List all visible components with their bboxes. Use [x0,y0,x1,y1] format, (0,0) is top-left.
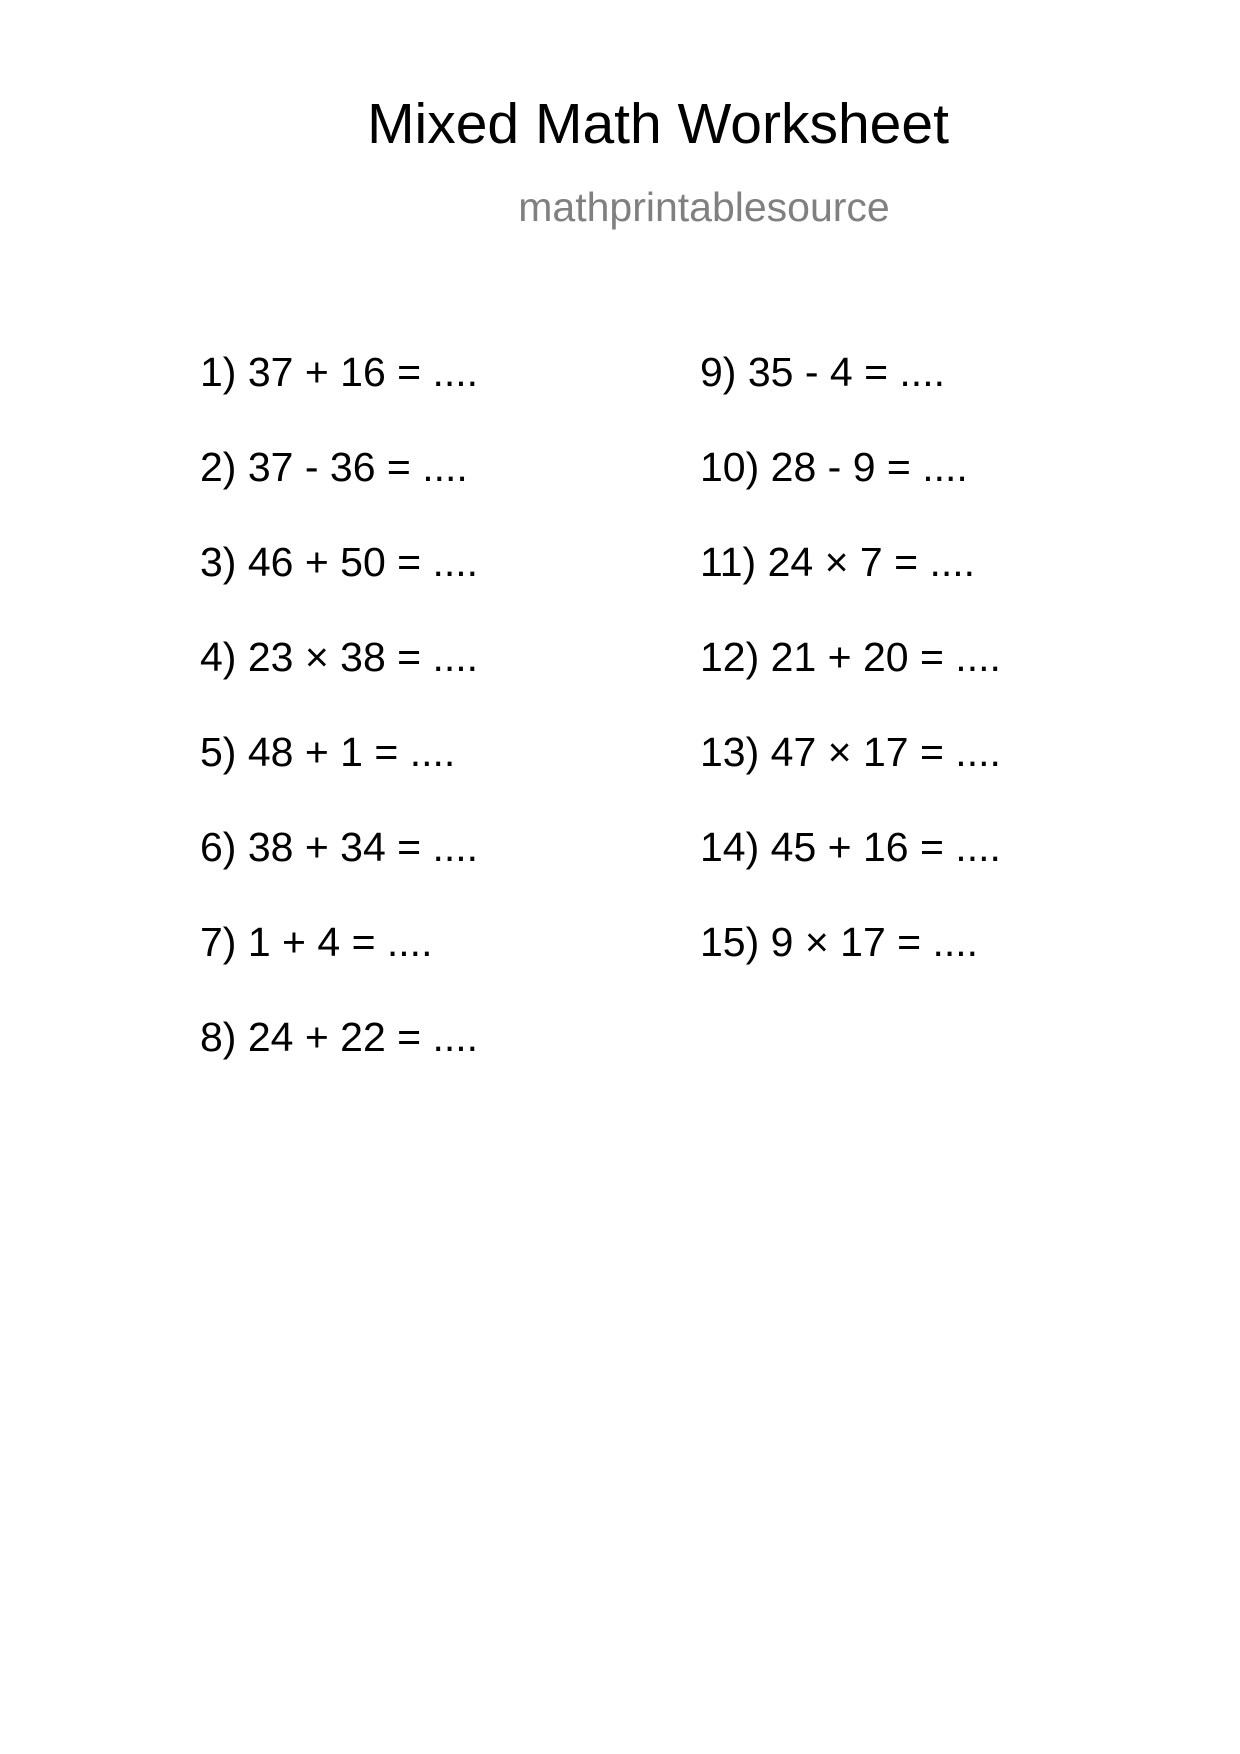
problem-column-right [700,349,1001,1017]
problem-item: 1) 37 + 16 = .... [200,349,479,395]
problem-item: 9) 35 - 4 = .... [700,349,945,395]
problem-item: 12) 21 + 20 = .... [700,634,1001,680]
worksheet-source: mathprintablesource [518,184,890,230]
problem-item: 10) 28 - 9 = .... [700,444,968,490]
problem-item: 7) 1 + 4 = .... [200,919,433,965]
problem-item: 14) 45 + 16 = .... [700,824,1001,870]
problem-item: 8) 24 + 22 = .... [200,1014,479,1060]
problem-item: 2) 37 - 36 = .... [200,444,468,490]
problem-item: 4) 23 × 38 = .... [200,634,479,680]
problem-column-left [200,349,479,1112]
problem-item: 11) 24 × 7 = .... [700,539,976,585]
problem-item: 3) 46 + 50 = .... [200,539,479,585]
problem-item: 13) 47 × 17 = .... [700,729,1001,775]
problem-item: 5) 48 + 1 = .... [200,729,456,775]
problem-item: 15) 9 × 17 = .... [700,919,979,965]
problem-item: 6) 38 + 34 = .... [200,824,479,870]
worksheet-title: Mixed Math Worksheet [367,92,949,156]
